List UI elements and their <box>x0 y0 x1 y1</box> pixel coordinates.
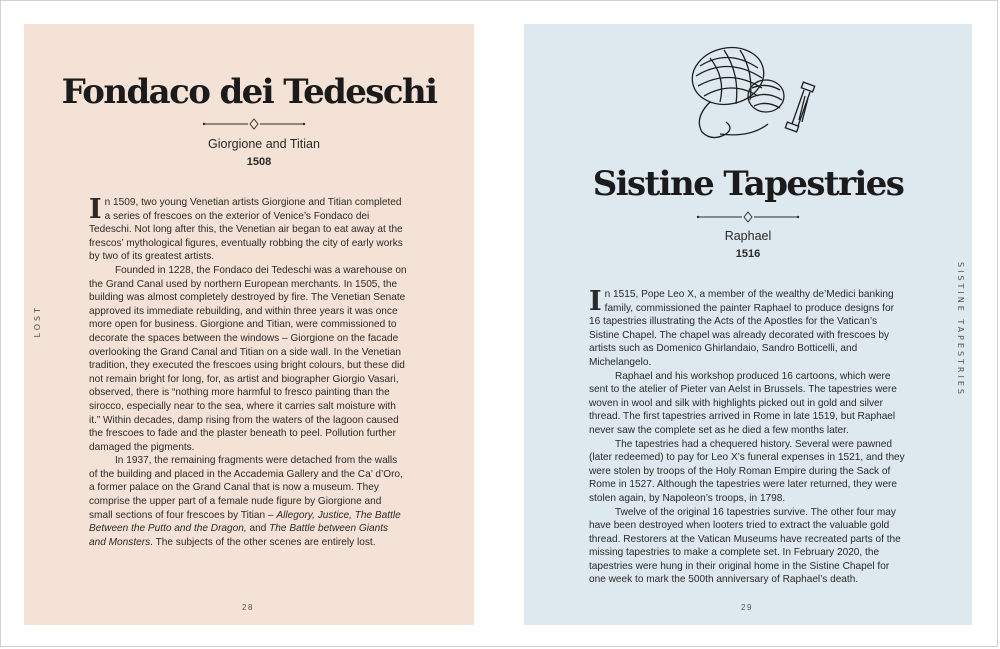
right-page-year: 1516 <box>735 248 761 260</box>
left-paragraph-1: In 1509, two young Venetian artists Giorgione and Titian completed a series of frescoes on the exterior of Venice’s Fondaco dei Tedeschi. Not long after this, the Venetian air began to eat away at the frescos’ mythological figures, eventually robbing the city of early works by two of its greatest artists. <box>89 194 403 263</box>
right-paragraph-2: Raphael and his workshop produced 16 cartoons, which were sent to the atelier of Pieter van Aelst in Brussels. The tapestries were woven in wool and silk with highlights picked out in gold and silver thread. The first tapestries arrived in Rome in late 1519, but Raphael never saw the complete set as he died a few months later. <box>589 370 897 436</box>
left-page-title: Fondaco dei Tedeschi <box>61 72 437 112</box>
title-ornament-left <box>202 118 306 130</box>
right-paragraph-4: Twelve of the original 16 tapestries survive. The other four may have been destroyed when looters tried to extract the valuable gold thread. Restorers at the Vatican Museums have recreated parts of the missing tapestries to make a complete set. In February 2020, the tapestries were hung in their original home in the Sistine Chapel for one week to mark the 500th anniversary of Raphael’s death. <box>589 506 901 586</box>
right-page-body <box>589 288 907 587</box>
right-running-head: SISTINE TAPESTRIES <box>956 262 965 397</box>
yarn-and-bobbin-illustration <box>680 38 830 148</box>
left-page-year: 1508 <box>246 156 272 168</box>
left-page-number: 28 <box>242 603 254 612</box>
title-ornament-right <box>696 211 800 223</box>
right-dropcap: I <box>589 286 602 317</box>
left-paragraph-3: In 1937, the remaining fragments were detached from the walls of the building and placed in the Accademia Gallery and the Ca’ d’Oro, a former palace on the Grand Canal that is now a museum. They comprise the upper part of a female nude figure by Giorgione and small sections of four frescoes by Titian – Allegory, Justice, The Battle Between the Putto and the Dragon, and The Battle between Giants and Monsters. The subjects of the other scenes are entirely lost. <box>89 455 403 548</box>
left-page-artist: Giorgione and Titian <box>208 137 320 151</box>
right-page-title: Sistine Tapestries <box>592 164 904 204</box>
left-page-body <box>89 196 407 549</box>
right-page-number: 29 <box>741 603 753 612</box>
left-dropcap: I <box>89 194 102 225</box>
right-paragraph-3: The tapestries had a chequered history. Several were pawned (later redeemed) to pay for Leo X’s funeral expenses in 1521, and they were stolen by troops of the Holy Roman Empire during the Sack of Rome in 1527. Although the tapestries were later returned, they were stolen again, by Napoleon’s troops, in 1798. <box>589 438 905 504</box>
right-page-artist: Raphael <box>724 229 772 243</box>
right-paragraph-1: In 1515, Pope Leo X, a member of the wealthy de’Medici banking family, commissioned the painter Raphael to produce designs for 16 tapestries illustrating the Acts of the Apostles for the Vatican’s Sistine Chapel. The chapel was already decorated with frescoes by artists such as Domenico Ghirlandaio, Sandro Botticelli, and Michelangelo. <box>589 286 894 368</box>
left-paragraph-2: Founded in 1228, the Fondaco dei Tedeschi was a warehouse on the Grand Canal used by northern European merchants. In 1505, the building was almost completely destroyed by fire. The Venetian Senate approved its immediate rebuilding, and within three years it was once more open for business. Giorgione and Titian, were commissioned to decorate the spaces between the windows – Giorgione on the facade overlooking the Grand Canal and Titian on a side wall. In the Venetian tradition, they executed the frescoes using bright colours, but these did not remain bright for long, for, as artist and biographer Giorgio Vasari, observed, there is “nothing more harmful to fresco painting than the sirocco, especially near to the sea, where it carries salt moisture with it.” Within decades, damp rising from the waters of the lagoon caused the frescoes to fade and the plaster beneath to peel. Pollution further damaged the pigments. <box>89 264 407 453</box>
left-running-head: LOST <box>33 305 42 338</box>
